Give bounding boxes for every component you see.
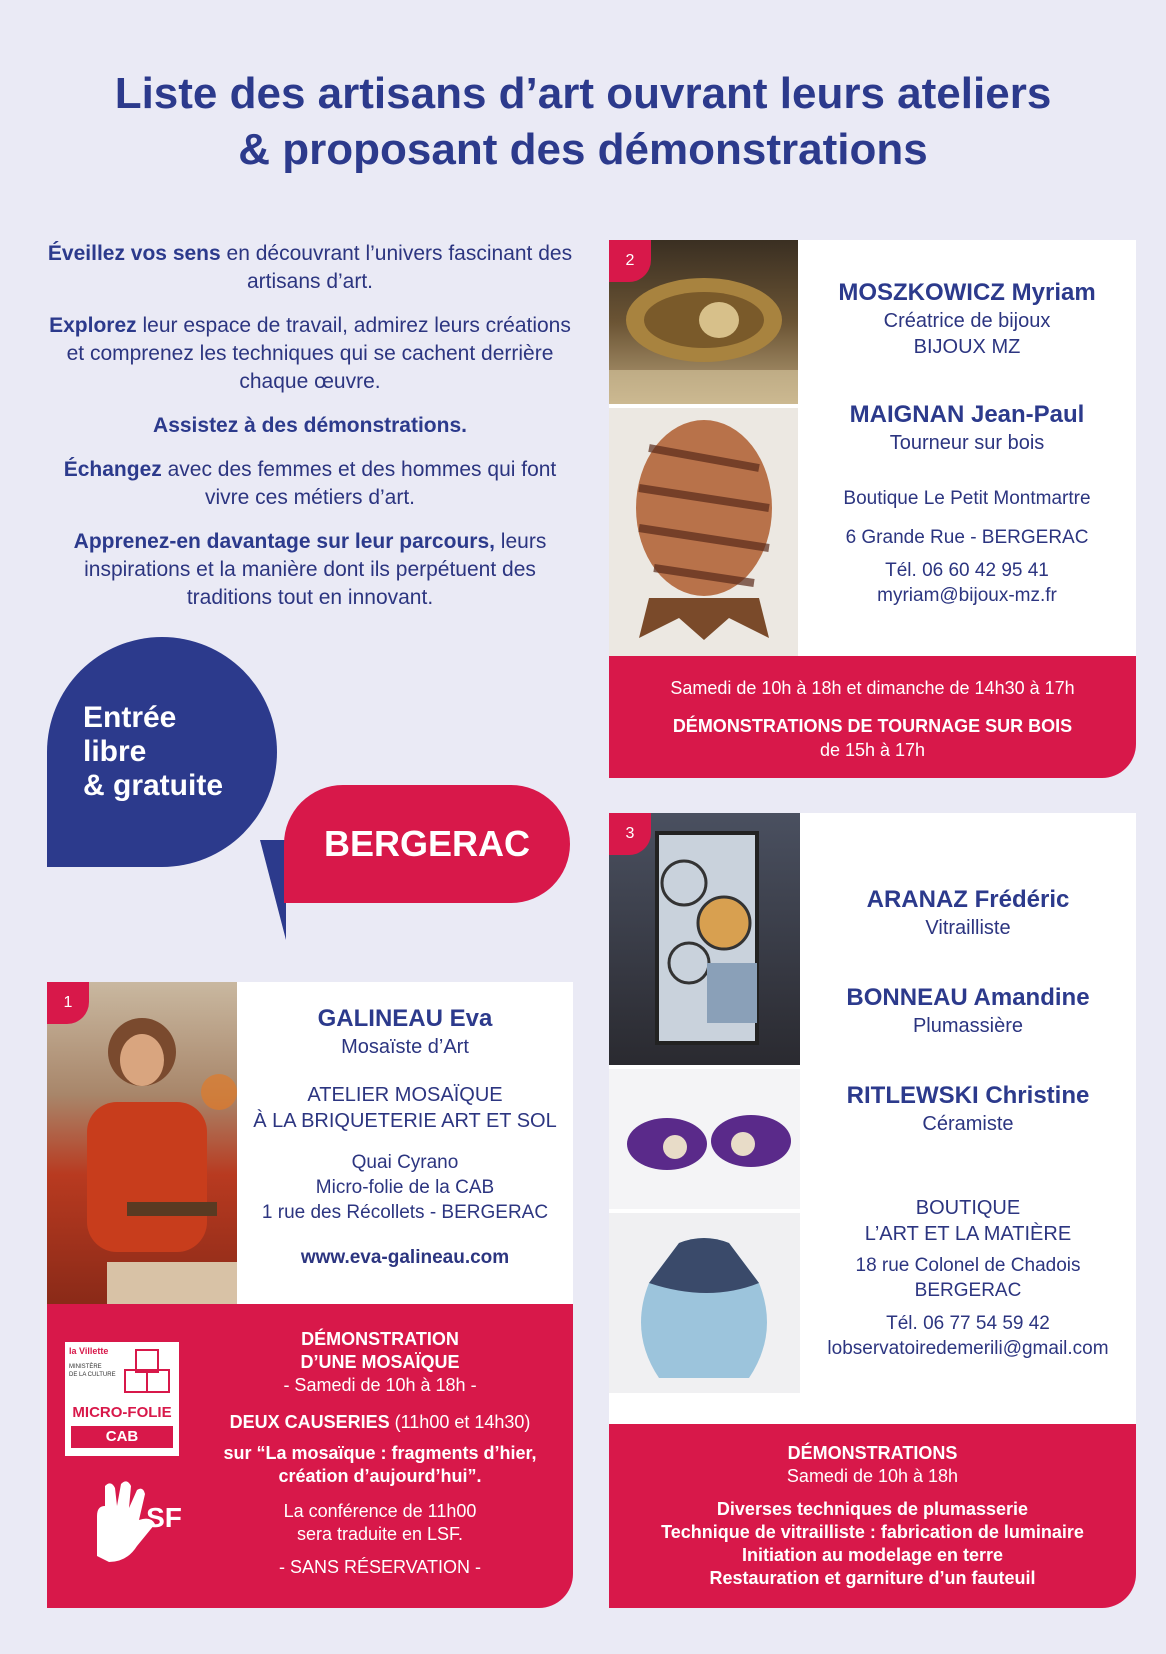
artisan-role-1: Vitrailliste bbox=[925, 917, 1011, 939]
website-link[interactable]: www.eva-galineau.com bbox=[300, 1247, 510, 1268]
talks-line bbox=[187, 1411, 573, 1434]
artisan-name-2: MAIGNAN Jean-Paul bbox=[849, 401, 1085, 428]
card2-demo-band bbox=[609, 656, 1136, 778]
technique-3: Initiation au modelage en terre bbox=[741, 1545, 1004, 1565]
logo-ministry-l1: MINISTÈRE bbox=[69, 1364, 102, 1370]
artisan-role-1: Créatrice de bijoux bbox=[883, 310, 1051, 332]
intro-p2-rest: leur espace de travail, admirez leurs créations et comprenez les techniques qui se cachent derrière chaque œuvre. bbox=[66, 314, 571, 393]
talk-title-line2: création d’aujourd’hui”. bbox=[278, 1466, 482, 1486]
title-line-1: Liste des artisans d’art ouvrant leurs ateliers bbox=[114, 69, 1052, 118]
lsf-label: LSF bbox=[129, 1502, 182, 1533]
intro-p1-rest: en découvrant l’univers fascinant des artisans d’art. bbox=[220, 242, 573, 293]
wooden-egg-illustration bbox=[609, 408, 798, 656]
artisan-photo-galineau bbox=[47, 982, 237, 1304]
artisan-name-3: RITLEWSKI Christine bbox=[846, 1082, 1090, 1109]
intro-p1 bbox=[40, 240, 580, 296]
feather-eyes-illustration bbox=[609, 1069, 800, 1209]
artisan-brand-1: BIJOUX MZ bbox=[913, 336, 1021, 358]
intro-p5-bold: Apprenez-en davantage sur leur parcours, bbox=[73, 530, 495, 553]
title-line-2: & proposant des démonstrations bbox=[238, 125, 928, 174]
card-number-badge-1: 1 bbox=[47, 982, 89, 1024]
artisan-role-2: Tourneur sur bois bbox=[889, 432, 1045, 454]
address-line-2: Micro-folie de la CAB bbox=[315, 1177, 495, 1198]
talks-times: (11h00 et 14h30) bbox=[389, 1412, 531, 1432]
shop-phone: Tél. 06 77 54 59 42 bbox=[886, 1313, 1050, 1334]
logo-cubes-icon bbox=[121, 1348, 175, 1398]
shop-email[interactable]: lobservatoiredemerili@gmail.com bbox=[827, 1338, 1109, 1359]
artisan-name-1: MOSZKOWICZ Myriam bbox=[838, 279, 1096, 306]
atelier-name-line1: ATELIER MOSAÏQUE bbox=[307, 1084, 503, 1106]
technique-2: Technique de vitrailliste : fabrication de luminaire bbox=[661, 1522, 1084, 1542]
demo-title-line2: D’UNE MOSAÏQUE bbox=[300, 1352, 460, 1372]
card-number-badge-2: 2 bbox=[609, 240, 651, 282]
artisan-role-2: Plumassière bbox=[912, 1015, 1024, 1037]
entry-bubble bbox=[47, 637, 277, 867]
artisan-card-2 bbox=[609, 240, 1136, 778]
technique-4: Restauration et garniture d’un fauteuil bbox=[709, 1568, 1036, 1588]
no-booking-note: - SANS RÉSERVATION - bbox=[278, 1557, 482, 1577]
card-number-badge-3: 3 bbox=[609, 813, 651, 855]
atelier-name-line2: À LA BRIQUETERIE ART ET SOL bbox=[253, 1110, 557, 1132]
intro-p4-rest: avec des femmes et des hommes qui font vivre ces métiers d’art. bbox=[161, 458, 557, 509]
card2-info bbox=[798, 278, 1136, 608]
logo-ministry-l2: DE LA CULTURE bbox=[69, 1372, 116, 1378]
intro-text bbox=[40, 240, 580, 628]
artisan-name-2: BONNEAU Amandine bbox=[846, 984, 1090, 1011]
intro-p5-rest: leurs inspirations et la manière dont ils perpétuent des traditions tout en innovant. bbox=[84, 530, 547, 609]
opening-hours: Samedi de 10h à 18h et dimanche de 14h30 à 17h bbox=[670, 678, 1075, 698]
logo-cab-text: CAB bbox=[71, 1426, 173, 1448]
shop-phone: Tél. 06 60 42 95 41 bbox=[885, 560, 1049, 581]
entry-line-1: Entrée bbox=[83, 701, 177, 734]
intro-p5 bbox=[40, 528, 580, 612]
micro-folie-logo bbox=[63, 1340, 181, 1458]
intro-p4 bbox=[40, 456, 580, 512]
intro-p3-bold: Assistez à des démonstrations. bbox=[153, 414, 467, 437]
demo-title: DÉMONSTRATIONS DE TOURNAGE SUR BOIS bbox=[672, 716, 1073, 736]
logo-villette-text: la Villette bbox=[69, 1346, 109, 1356]
entry-bubble-tail bbox=[260, 840, 286, 940]
technique-1: Diverses techniques de plumasserie bbox=[716, 1499, 1029, 1519]
demo-title: DÉMONSTRATIONS bbox=[787, 1443, 958, 1463]
ceramic-vase-photo bbox=[609, 1213, 800, 1393]
shop-name: Boutique Le Petit Montmartre bbox=[843, 488, 1091, 509]
entry-line-2: libre bbox=[83, 735, 147, 768]
shop-name-line1: BOUTIQUE bbox=[915, 1197, 1021, 1219]
artisan-role-3: Céramiste bbox=[922, 1113, 1014, 1135]
card1-demo-band bbox=[47, 1304, 573, 1608]
demo-time: - Samedi de 10h à 18h - bbox=[283, 1375, 477, 1395]
card3-demo-band bbox=[609, 1424, 1136, 1608]
artisan-card-3 bbox=[609, 813, 1136, 1608]
page-title bbox=[0, 66, 1166, 178]
entry-line-3: & gratuite bbox=[83, 769, 224, 802]
intro-p2 bbox=[40, 312, 580, 396]
talk-title-line1: sur “La mosaïque : fragments d’hier, bbox=[223, 1443, 537, 1463]
artisan-card-1 bbox=[47, 982, 573, 1608]
address-line-1: Quai Cyrano bbox=[351, 1152, 459, 1173]
shop-email[interactable]: myriam@bijoux-mz.fr bbox=[877, 585, 1057, 606]
intro-p4-bold: Échangez bbox=[63, 458, 162, 481]
city-label: BERGERAC bbox=[323, 823, 530, 864]
shop-name-line2: L’ART ET LA MATIÈRE bbox=[864, 1223, 1072, 1245]
feather-art-photo bbox=[609, 1069, 800, 1209]
shop-address: 6 Grande Rue - BERGERAC bbox=[845, 527, 1089, 548]
lsf-note-line1: La conférence de 11h00 bbox=[283, 1501, 477, 1521]
lsf-note-line2: sera traduite en LSF. bbox=[296, 1524, 464, 1544]
lsf-logo bbox=[63, 1476, 183, 1566]
intro-p1-bold: Éveillez vos sens bbox=[47, 242, 221, 265]
artisan-role: Mosaïste d’Art bbox=[341, 1036, 469, 1058]
demo-time: Samedi de 10h à 18h bbox=[786, 1466, 959, 1486]
intro-p3 bbox=[40, 412, 580, 440]
shop-address-line2: BERGERAC bbox=[914, 1280, 1022, 1301]
artisan-name: GALINEAU Eva bbox=[317, 1005, 493, 1032]
vase-illustration bbox=[609, 1213, 800, 1393]
talks-bold: DEUX CAUSERIES bbox=[229, 1412, 390, 1432]
demo-time: de 15h à 17h bbox=[819, 740, 926, 760]
intro-p2-bold: Explorez bbox=[49, 314, 137, 337]
artisan-name-1: ARANAZ Frédéric bbox=[866, 886, 1070, 913]
wood-turning-photo bbox=[609, 408, 798, 656]
city-bubble bbox=[284, 785, 570, 903]
card1-info bbox=[237, 1004, 573, 1270]
address-line-3: 1 rue des Récollets - BERGERAC bbox=[261, 1202, 549, 1223]
card3-info bbox=[800, 885, 1136, 1361]
shop-address-line1: 18 rue Colonel de Chadois bbox=[855, 1255, 1081, 1276]
mosaic-artist-illustration bbox=[47, 982, 237, 1304]
demo-title-line1: DÉMONSTRATION bbox=[301, 1329, 459, 1349]
logo-micro-folie-text: MICRO-FOLIE bbox=[72, 1404, 172, 1421]
